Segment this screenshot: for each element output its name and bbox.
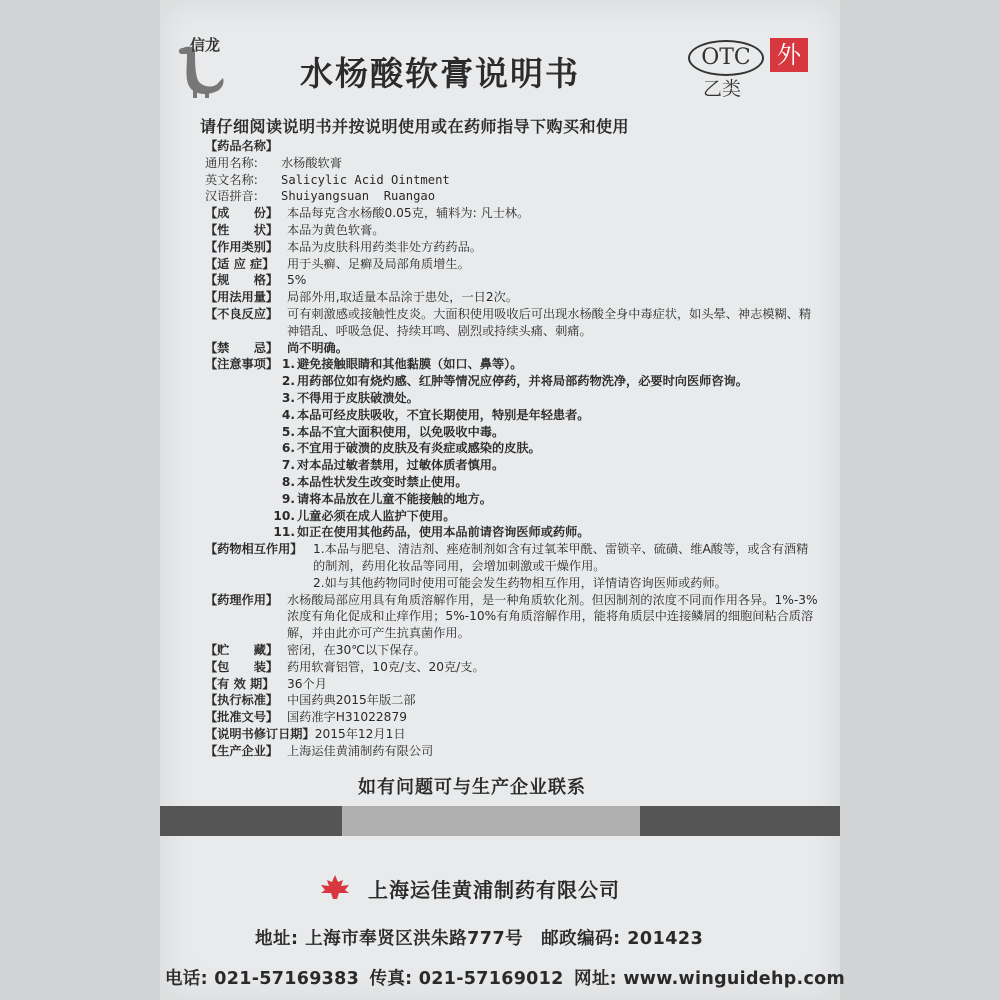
approval-value: 国药准字H31022879 (287, 710, 407, 725)
otc-category: 乙类 (703, 78, 742, 100)
pharmacology-label: 【药理作用】 (205, 592, 279, 607)
adverse-value: 可有刺激感或接触性皮炎。大面积使用吸收后可出现水杨酸全身中毒症状，如头晕、神志模糊、精神错乱、呼吸急促、持续耳鸣、剧烈或持续头痛、刺痛。 (287, 306, 812, 338)
manufacturer-value: 上海运佳黄浦制药有限公司 (287, 743, 434, 758)
storage-value: 密闭，在30℃以下保存。 (287, 642, 426, 657)
pinyin-name: Shuiyangsuan Ruangao (281, 189, 436, 204)
storage-label: 【贮 藏】 (205, 642, 279, 657)
maple-leaf-icon (318, 874, 352, 900)
ingredients-label: 【成 份】 (205, 206, 279, 221)
list-item: 2.如与其他药物同时使用可能会发生药物相互作用，详情请咨询医师或药师。 (313, 575, 727, 590)
revision-label: 【说明书修订日期】 (205, 726, 315, 741)
website: 网址: www.winguidehp.com (574, 969, 846, 989)
list-item: 2. 用药部位如有烧灼感、红肿等情况应停药，并将局部药物洗净，必要时向医师咨询。 (281, 374, 748, 389)
english-name-label: 英文名称: (205, 172, 258, 187)
spec-label: 【规 格】 (205, 273, 279, 288)
dosage-value: 局部外用,取适量本品涂于患处，一日2次。 (287, 290, 519, 305)
divider-band-left (160, 806, 342, 836)
list-item: 7. 对本品过敏者禁用，过敏体质者慎用。 (281, 458, 505, 473)
precautions-list (205, 356, 820, 541)
drug-name-label: 【药品名称】 (205, 139, 279, 153)
fax-number: 传真: 021-57169012 (369, 969, 564, 989)
list-item: 10. 儿童必须在成人监护下使用。 (273, 508, 456, 523)
revision-value: 2015年12月1日 (314, 726, 406, 741)
leaflet-body (205, 138, 820, 759)
category-value: 本品为皮肤科用药类非处方药药品。 (287, 239, 482, 254)
manufacturer-label: 【生产企业】 (205, 743, 279, 758)
company-name: 上海运佳黄浦制药有限公司 (368, 878, 620, 902)
phone-number: 电话: 021-57169383 (165, 969, 360, 989)
interactions-label: 【药物相互作用】 (205, 542, 303, 557)
category-label: 【作用类别】 (205, 239, 279, 254)
ingredients-value: 本品每克含水杨酸0.05克，辅料为: 凡士林。 (287, 206, 530, 221)
list-item: 5. 本品不宜大面积使用，以免吸收中毒。 (281, 424, 505, 439)
indications-label: 【适 应 症】 (205, 256, 275, 271)
package-label: 【包 装】 (205, 659, 279, 674)
otc-badge: OTC (688, 40, 764, 76)
list-item: 1. 避免接触眼睛和其他黏膜（如口、鼻等）。 (281, 357, 523, 372)
appearance-value: 本品为黄色软膏。 (287, 222, 385, 237)
contraindications-label: 【禁 忌】 (205, 340, 279, 355)
package-value: 药用软膏铝管，10克/支、20克/支。 (287, 659, 485, 674)
interactions-value (313, 541, 820, 591)
contraindications-value: 尚不明确。 (287, 340, 348, 355)
pharmacology-value: 水杨酸局部应用具有角质溶解作用，是一种角质软化剂。但因制剂的浓度不同而作用各异。1%-3%浓度有角化促成和止痒作用；5%-10%有角质溶解作用，能将角质层中连接鳞屑的细胞间粘合质溶解，并由此亦可产生抗真菌作用。 (287, 592, 818, 641)
approval-label: 【批准文号】 (205, 710, 279, 725)
dosage-label: 【用法用量】 (205, 290, 279, 305)
company-address: 地址: 上海市奉贤区洪朱路777号 邮政编码: 201423 (255, 929, 704, 949)
generic-name-label: 通用名称: (205, 155, 258, 170)
adverse-label: 【不良反应】 (205, 306, 279, 321)
external-use-badge: 外 (770, 38, 808, 72)
list-item: 8. 本品性状发生改变时禁止使用。 (281, 474, 468, 489)
contact-footer (165, 965, 849, 990)
standard-label: 【执行标准】 (205, 693, 279, 708)
indications-value: 用于头癣、足癣及局部角质增生。 (287, 256, 470, 271)
pinyin-name-label: 汉语拼音: (205, 189, 258, 204)
english-name: Salicylic Acid Ointment (281, 172, 450, 187)
list-item: 6. 不宜用于破溃的皮肤及有炎症或感染的皮肤。 (281, 441, 541, 456)
validity-value: 36个月 (287, 676, 327, 691)
generic-name: 水杨酸软膏 (281, 155, 342, 170)
reading-notice: 请仔细阅读说明书并按说明使用或在药师指导下购买和使用 (200, 117, 630, 136)
spec-value: 5% (287, 273, 307, 288)
brand-name: 信龙 (190, 36, 221, 54)
divider-band-right (640, 806, 840, 836)
appearance-label: 【性 状】 (205, 222, 279, 237)
list-item: 3. 不得用于皮肤破溃处。 (281, 390, 419, 405)
precautions-label: 【注意事项】 (205, 357, 279, 372)
list-item: 11. 如正在使用其他药品，使用本品前请咨询医师或药师。 (273, 525, 590, 540)
list-item: 9. 请将本品放在儿童不能接触的地方。 (281, 491, 492, 506)
divider-band-center (342, 806, 640, 836)
standard-value: 中国药典2015年版二部 (287, 693, 416, 708)
page-title: 水杨酸软膏说明书 (300, 54, 580, 93)
validity-label: 【有 效 期】 (205, 676, 275, 691)
contact-notice: 如有问题可与生产企业联系 (358, 777, 586, 798)
list-item: 1.本品与肥皂、清洁剂、痤疮制剂如含有过氧苯甲酰、雷锁辛、硫磺、维A酸等，或含有酒精的制剂，药用化妆品等同用，会增加刺激或干燥作用。 (313, 542, 809, 573)
list-item: 4. 本品可经皮肤吸收，不宜长期使用，特别是年轻患者。 (281, 407, 590, 422)
